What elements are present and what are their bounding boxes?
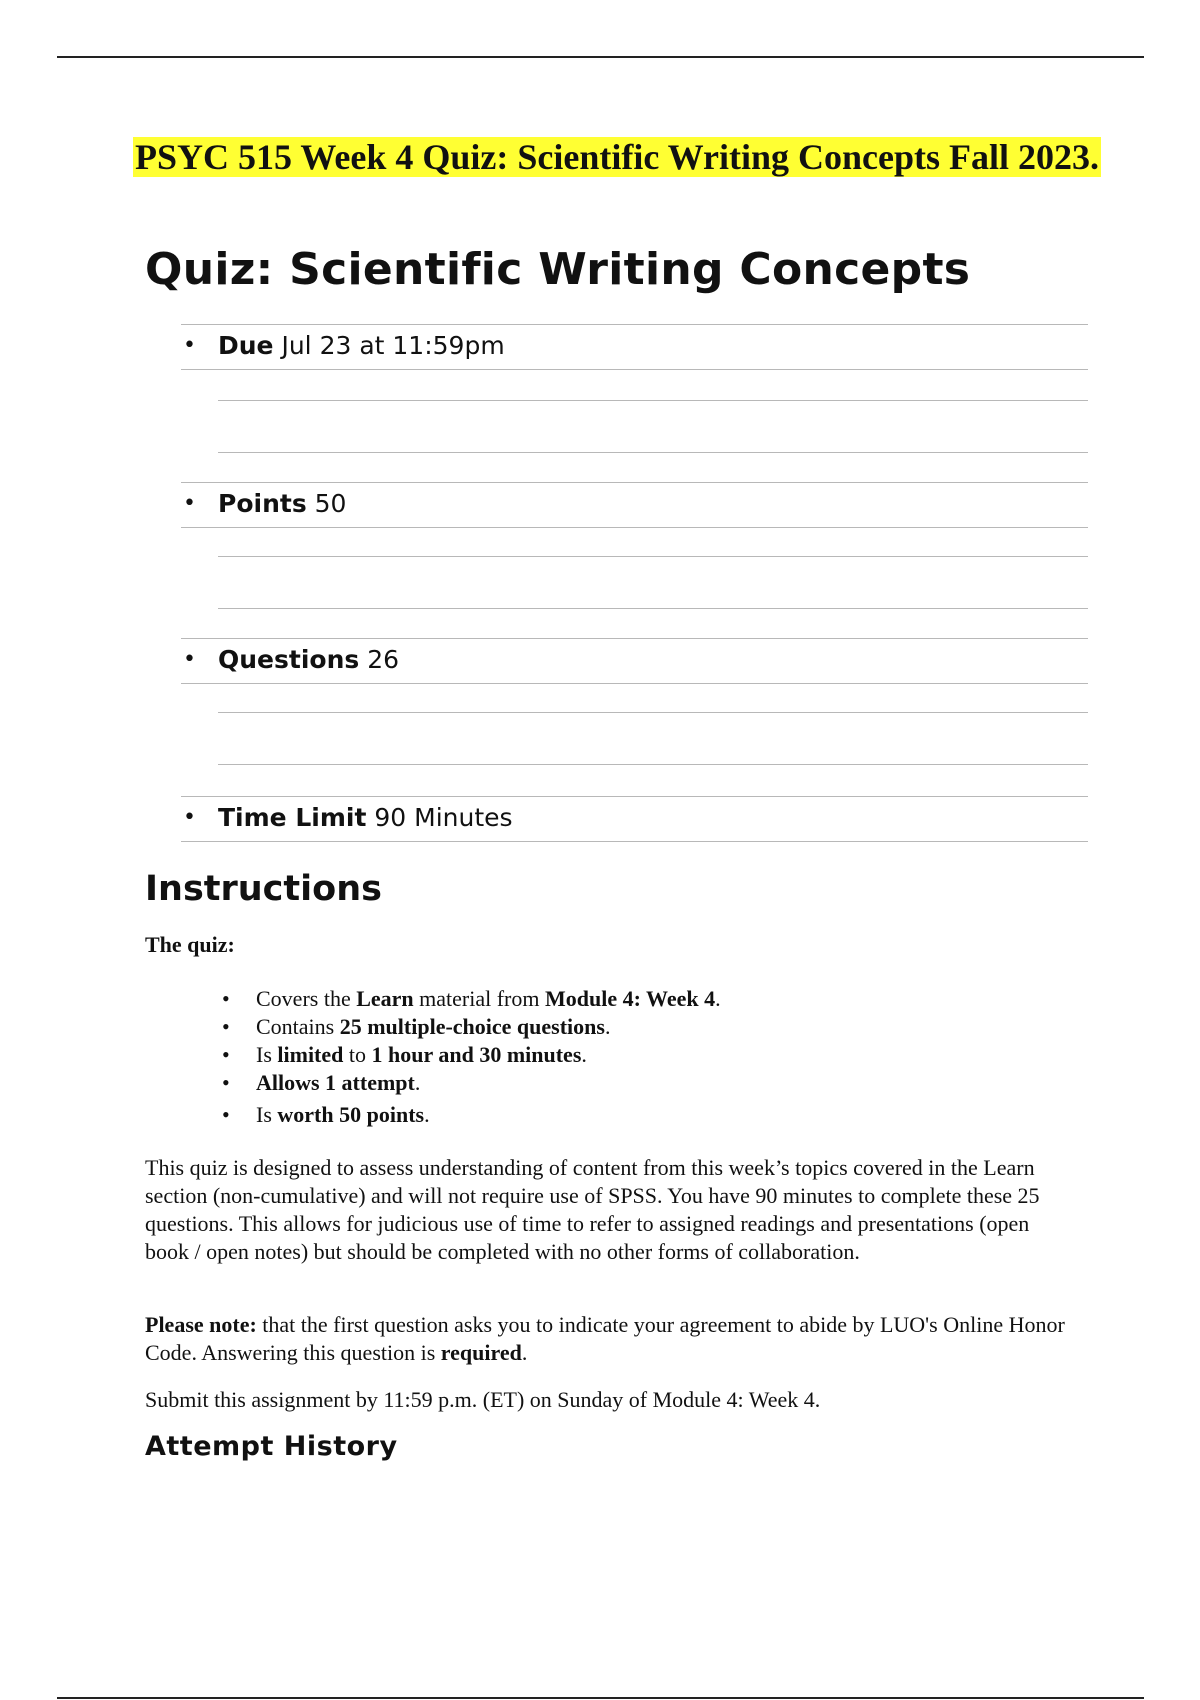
fact-text: material from bbox=[413, 986, 545, 1011]
attempt-history-heading: Attempt History bbox=[145, 1431, 398, 1462]
fact-emphasis: Learn bbox=[356, 986, 414, 1011]
bottom-rule bbox=[57, 1697, 1144, 1699]
bullet: • bbox=[183, 333, 196, 358]
bullet: • bbox=[222, 1070, 230, 1095]
bullet: • bbox=[183, 805, 196, 830]
fact-emphasis: 1 hour and 30 minutes bbox=[371, 1042, 582, 1067]
fact-emphasis: limited bbox=[277, 1042, 344, 1067]
divider bbox=[218, 452, 1088, 453]
fact-text: . bbox=[424, 1102, 430, 1127]
detail-text bbox=[218, 325, 505, 367]
detail-label: Due bbox=[218, 331, 274, 360]
detail-row bbox=[181, 638, 1088, 684]
quiz-intro-label: The quiz: bbox=[145, 932, 235, 957]
divider bbox=[218, 556, 1088, 557]
fact-emphasis: 25 multiple-choice questions bbox=[339, 1014, 605, 1039]
note-paragraph bbox=[145, 1311, 1075, 1367]
bullet: • bbox=[183, 647, 196, 672]
fact-emphasis: Allows 1 attempt bbox=[256, 1070, 415, 1095]
detail-value: Jul 23 at 11:59pm bbox=[281, 331, 505, 360]
fact-text: Is bbox=[256, 1102, 278, 1127]
detail-label: Points bbox=[218, 489, 307, 518]
divider bbox=[218, 712, 1088, 713]
top-rule bbox=[57, 56, 1144, 58]
bullet: • bbox=[222, 1102, 230, 1127]
detail-row bbox=[181, 324, 1088, 370]
fact-emphasis: Module 4: Week 4 bbox=[545, 986, 716, 1011]
note-label: Please note: bbox=[145, 1312, 257, 1337]
note-end: . bbox=[521, 1340, 528, 1365]
fact-text: Contains bbox=[256, 1014, 340, 1039]
note-text: that the first question asks you to indicate your agreement to abide by LUO's Online Honor Code. Answering this question is bbox=[145, 1312, 1065, 1365]
detail-text bbox=[218, 483, 346, 525]
submit-paragraph: Submit this assignment by 11:59 p.m. (ET) on Sunday of Module 4: Week 4. bbox=[145, 1387, 821, 1412]
divider bbox=[218, 608, 1088, 609]
quiz-fact-item bbox=[222, 1013, 721, 1041]
detail-value: 50 bbox=[314, 489, 347, 518]
detail-value: 26 bbox=[367, 645, 400, 674]
fact-text: Is bbox=[256, 1042, 278, 1067]
fact-text: . bbox=[414, 1070, 421, 1095]
quiz-facts-list bbox=[222, 985, 721, 1129]
detail-text bbox=[218, 639, 399, 681]
detail-text bbox=[218, 797, 513, 839]
fact-emphasis: worth 50 points bbox=[277, 1102, 425, 1127]
detail-label: Time Limit bbox=[218, 803, 367, 832]
instructions-heading: Instructions bbox=[145, 869, 382, 909]
fact-text: . bbox=[604, 1014, 611, 1039]
detail-row bbox=[181, 796, 1088, 842]
quiz-fact-item bbox=[222, 1101, 721, 1129]
bullet: • bbox=[222, 1014, 230, 1039]
bullet: • bbox=[183, 491, 196, 516]
detail-value: 90 Minutes bbox=[374, 803, 513, 832]
divider bbox=[218, 400, 1088, 401]
quiz-fact-item bbox=[222, 985, 721, 1013]
divider bbox=[218, 764, 1088, 765]
document-title bbox=[133, 134, 1101, 180]
document-title-text: PSYC 515 Week 4 Quiz: Scientific Writing Concepts Fall 2023. bbox=[135, 137, 1099, 177]
description-paragraph: This quiz is designed to assess understanding of content from this week’s topics covered in the Learn section (non-cumulative) and will not require use of SPSS. You have 90 minutes to complete these 25 questions. This allows for judicious use of time to refer to assigned readings and presentations (open book / open notes) but should be completed with no other forms of collaboration. bbox=[145, 1155, 1040, 1264]
fact-text: Covers the bbox=[256, 986, 357, 1011]
detail-label: Questions bbox=[218, 645, 360, 674]
bullet: • bbox=[222, 986, 230, 1011]
bullet: • bbox=[222, 1042, 230, 1067]
quiz-heading: Quiz: Scientific Writing Concepts bbox=[145, 244, 971, 295]
fact-text: . bbox=[581, 1042, 587, 1067]
quiz-fact-item bbox=[222, 1069, 721, 1097]
fact-text: . bbox=[715, 986, 721, 1011]
note-required: required bbox=[440, 1340, 522, 1365]
quiz-fact-item bbox=[222, 1041, 721, 1069]
fact-text: to bbox=[343, 1042, 372, 1067]
detail-row bbox=[181, 482, 1088, 528]
